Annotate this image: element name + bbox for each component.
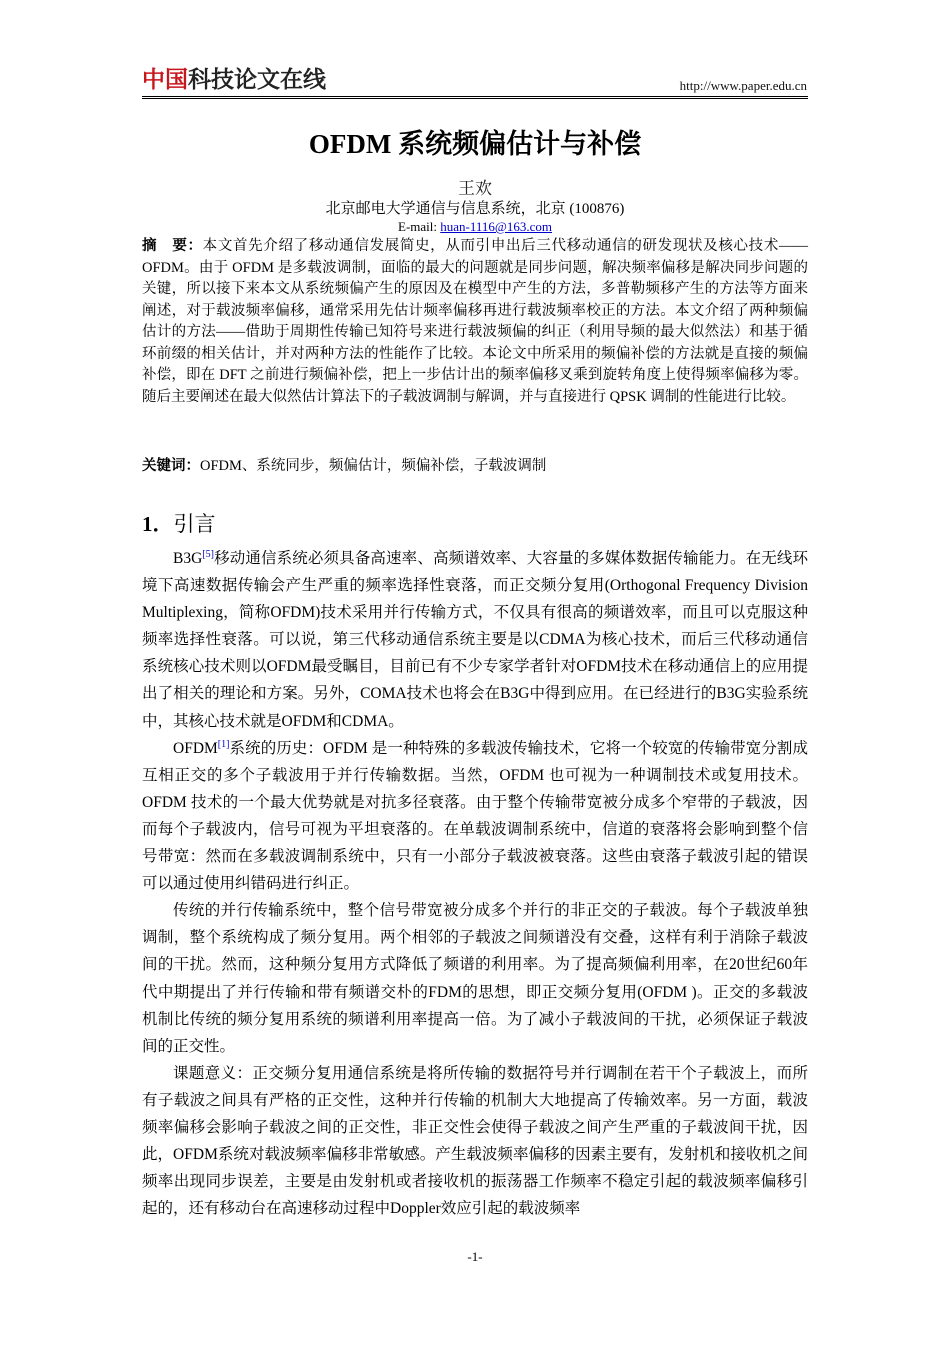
section-heading — [142, 509, 216, 539]
header-divider-2 — [142, 98, 808, 99]
keywords-text: OFDM、系统同步，频偏估计，频偏补偿，子载波调制 — [200, 458, 547, 474]
paper-title: OFDM 系统频偏估计与补偿 — [308, 129, 642, 159]
section-title: 引言 — [173, 512, 216, 536]
paragraph — [142, 545, 808, 735]
body-text — [142, 545, 808, 1222]
email-link[interactable]: huan-1116@163.com — [440, 219, 552, 234]
paragraph: 传统的并行传输系统中，整个信号带宽被分成多个并行的非正交的子载波。每个子载波单独调制，整个系统构成了频分复用。两个相邻的子载波之间频谱没有交叠，这样有利于消除子载波间的干扰。然而，这种频分复用方式降低了频谱的利用率。为了提高频偏利用率，在20世纪60年代中期提出了并行传输和带有频谱交朴的FDM的思想，即正交频分复用(OFDM )。正交的多载波机制比传统的频分复用系统的频谱利用率提高一倍。为了减小子载波间的干扰，必须保证子载波间的正交性。 — [142, 902, 808, 1055]
p1-text: 移动通信系统必须具备高速率、高频谱效率、大容量的多媒体数据传输能力。在无线环境下高速数据传输会产生严重的频率选择性衰落，而正交频分复用(Orthogonal Frequency Division Multiplexing，简称OFDM)技术采用并行传输方式，不仅具有很高的频谱效率，而且可以克服这种频率选择性衰落。可以说，第三代移动通信系统主要是以CDMA为核心技术，而后三代移动通信系统核心技术则以OFDM最受瞩目，目前已有不少专家学者针对OFDM技术在移动通信上的应用提出了相关的理论和方案。另外，COMA技术也将会在B3G中得到应用。在已经进行的B3G实验系统中，其核心技术就是OFDM和CDMA。 — [142, 550, 808, 730]
p1-lead: B3G — [173, 550, 203, 567]
paragraph — [142, 735, 808, 898]
abstract-label: 摘 要： — [142, 238, 203, 254]
citation-link[interactable]: [1] — [217, 738, 230, 750]
email-label: E-mail: — [398, 219, 437, 234]
site-url[interactable]: http://www.paper.edu.cn — [679, 78, 807, 93]
logo-text-china: 中国 — [142, 67, 188, 93]
abstract — [142, 236, 808, 408]
site-logo[interactable] — [142, 66, 326, 94]
email-line — [142, 219, 808, 235]
page-number: -1- — [467, 1249, 483, 1264]
header-divider — [142, 96, 808, 97]
citation-link[interactable]: [5] — [202, 548, 214, 560]
paper-affiliation: 北京邮电大学通信与信息系统，北京 (100876) — [325, 201, 625, 217]
paragraph: 课题意义：正交频分复用通信系统是将所传输的数据符号并行调制在若干个子载波上，而所有子载波之间具有严格的正交性，这种并行传输的机制大大地提高了传输效率。另一方面，载波频率偏移会影响子载波之间的正交性，非正交性会使得子载波之间产生严重的子载波间干扰，因此，OFDM系统对载波频率偏移非常敏感。产生载波频率偏移的因素主要有，发射机和接收机之间频率出现同步误差，主要是由发射机或者接收机的振荡器工作频率不稳定引起的载波频率偏移引起的，还有移动台在高速移动过程中Doppler效应引起的载波频率 — [142, 1064, 808, 1218]
section-number: 1． — [142, 512, 174, 536]
keywords — [142, 456, 808, 477]
p2-text: 系统的历史：OFDM 是一种特殊的多载波传输技术，它将一个较宽的传输带宽分割成互相正交的多个子载波用于并行传输数据。当然，OFDM 也可视为一种调制技术或复用技术。OFDM 技术的一个最大优势就是对抗多径衰落。由于整个传输带宽被分成多个窄带的子载波，因而每个子载波内，信号可视为平坦衰落的。在单载波调制系统中，信道的衰落将会影响到整个信号带宽：然而在多载波调制系统中，只有一小部分子载波被衰落。这些由衰落子载波引起的错误可以通过使用纠错码进行纠正。 — [142, 739, 808, 893]
logo-text-sci: 科技论文在线 — [188, 67, 326, 93]
keywords-label: 关键词： — [142, 458, 200, 474]
p2-lead: OFDM — [173, 739, 218, 757]
abstract-text: 本文首先介绍了移动通信发展简史，从而引申出后三代移动通信的研发现状及核心技术——OFDM。由于 OFDM 是多载波调制，面临的最大的问题就是同步问题，解决频率偏移是解决同步问题的关键，所以接下来本文从系统频偏产生的原因及在模型中产生的方法，多普勒频移产生的方法等方面来阐述，对于载波频率偏移，通常采用先估计频率偏移再进行载波频率校正的方法。本文介绍了两种频偏估计的方法——借助于周期性传输已知符号来进行载波频偏的纠正（利用导频的最大似然法）和基于循环前缀的相关估计，并对两种方法的性能作了比较。本论文中所采用的频偏补偿的方法就是直接的频偏补偿，即在 DFT 之前进行频偏补偿，把上一步估计出的频率偏移叉乘到旋转角度上使得频率偏移为零。随后主要阐述在最大似然估计算法下的子载波调制与解调，并与直接进行 QPSK 调制的性能进行比较。 — [142, 238, 809, 405]
paper-author: 王欢 — [458, 179, 492, 198]
